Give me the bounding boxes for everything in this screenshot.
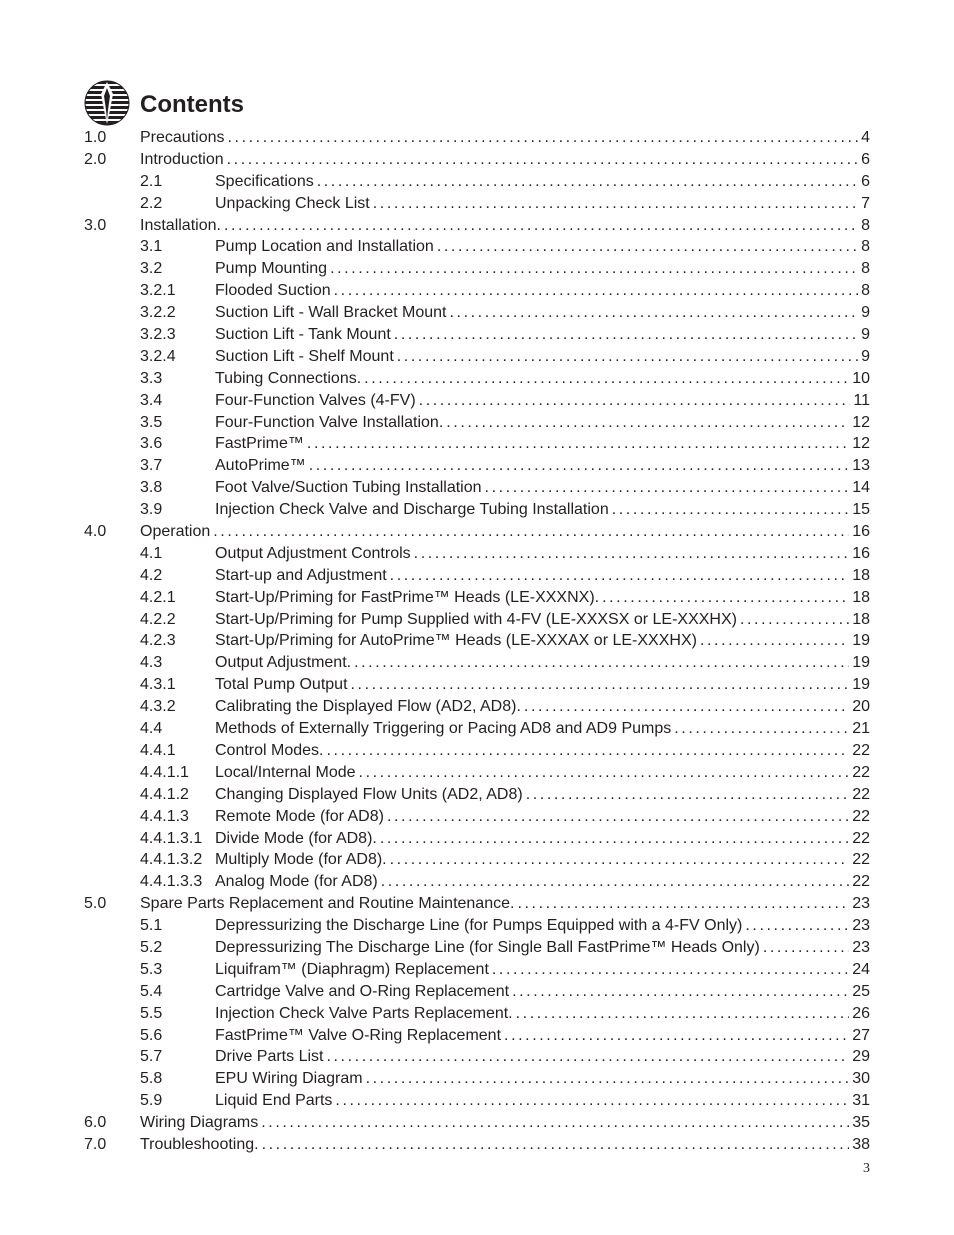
dot-leader — [394, 324, 858, 346]
toc-entry-number: 7.0 — [84, 1135, 107, 1153]
toc-entry-label: Specifications — [215, 172, 314, 190]
dot-leader — [326, 1046, 849, 1068]
toc-entry-number: 4.3 — [140, 654, 163, 672]
toc-entry-label: AutoPrime™ — [215, 457, 306, 475]
toc-entry[interactable] — [84, 937, 870, 959]
toc-entry-number: 3.5 — [140, 413, 163, 431]
dot-leader — [740, 609, 849, 631]
dot-leader — [262, 1134, 850, 1156]
toc-entry-page: 21 — [852, 720, 870, 738]
toc-entry-number: 3.2.1 — [140, 282, 176, 300]
dot-leader — [261, 1112, 849, 1134]
toc-entry[interactable] — [84, 981, 870, 1003]
toc-entry-label: Changing Displayed Flow Units (AD2, AD8) — [215, 785, 523, 803]
toc-entry-label: Liquid End Parts — [215, 1092, 333, 1110]
dot-leader — [317, 171, 858, 193]
dot-leader — [512, 981, 849, 1003]
toc-entry[interactable] — [84, 1068, 870, 1090]
toc-entry-page: 9 — [861, 326, 870, 344]
toc-entry-page: 22 — [852, 829, 870, 847]
dot-leader — [327, 740, 850, 762]
toc-entry-page: 8 — [861, 260, 870, 278]
toc-entry-number: 4.4.1 — [140, 741, 176, 759]
toc-entry-number: 5.3 — [140, 960, 163, 978]
toc-entry-label: FastPrime™ — [215, 435, 304, 453]
table-of-contents — [84, 127, 870, 1156]
dot-leader — [504, 1025, 849, 1047]
toc-entry[interactable] — [84, 893, 870, 915]
toc-entry-label: Depressurizing the Discharge Line (for Pumps Equipped with a 4-FV Only) — [215, 917, 743, 935]
toc-entry[interactable] — [84, 1046, 870, 1068]
toc-entry-label: Unpacking Check List — [215, 194, 370, 212]
toc-entry[interactable] — [84, 959, 870, 981]
toc-entry-page: 12 — [852, 435, 870, 453]
toc-entry-label: Total Pump Output — [215, 676, 348, 694]
dot-leader — [763, 937, 849, 959]
toc-entry[interactable] — [84, 762, 870, 784]
toc-entry-label: Four-Function Valves (4-FV) — [215, 391, 416, 409]
toc-entry-number: 5.4 — [140, 982, 163, 1000]
toc-entry-page: 23 — [852, 895, 870, 913]
dot-leader — [450, 302, 859, 324]
toc-entry-label: Wiring Diagrams — [140, 1114, 259, 1132]
toc-entry[interactable] — [84, 718, 870, 740]
toc-entry-page: 20 — [852, 698, 870, 716]
toc-entry[interactable] — [84, 740, 870, 762]
dot-leader — [351, 674, 850, 696]
dot-leader — [390, 565, 850, 587]
toc-entry-number: 3.9 — [140, 501, 163, 519]
toc-entry-number: 2.1 — [140, 172, 163, 190]
toc-entry-label: Cartridge Valve and O-Ring Replacement — [215, 982, 510, 1000]
dot-leader — [373, 193, 858, 215]
toc-entry[interactable] — [84, 652, 870, 674]
toc-entry-label: Analog Mode (for AD8) — [215, 873, 378, 891]
dot-leader — [516, 1003, 850, 1025]
dot-leader — [359, 762, 850, 784]
toc-entry-label: Four-Function Valve Installation. — [215, 413, 444, 431]
dot-leader — [381, 871, 849, 893]
toc-entry[interactable] — [84, 302, 870, 324]
toc-entry-page: 6 — [861, 150, 870, 168]
dot-leader — [213, 521, 849, 543]
dot-leader — [309, 455, 850, 477]
dot-leader — [700, 630, 849, 652]
toc-entry-label: Foot Valve/Suction Tubing Installation — [215, 479, 482, 497]
dot-leader — [602, 587, 849, 609]
toc-entry-number: 4.4.1.3 — [140, 807, 189, 825]
dot-leader — [390, 849, 850, 871]
toc-entry[interactable] — [84, 806, 870, 828]
dot-leader — [334, 280, 858, 302]
toc-entry-page: 22 — [852, 851, 870, 869]
toc-entry[interactable] — [84, 1025, 870, 1047]
toc-entry-label: Pump Mounting — [215, 260, 328, 278]
toc-entry-number: 6.0 — [84, 1114, 107, 1132]
toc-entry-page: 26 — [852, 1004, 870, 1022]
toc-entry-page: 18 — [852, 610, 870, 628]
toc-entry-page: 22 — [852, 873, 870, 891]
toc-entry-number: 4.1 — [140, 544, 163, 562]
toc-entry-label: Flooded Suction — [215, 282, 331, 300]
toc-entry-label: Start-up and Adjustment — [215, 566, 387, 584]
toc-entry-label: Calibrating the Displayed Flow (AD2, AD8). — [215, 698, 521, 716]
toc-entry-page: 7 — [861, 194, 870, 212]
toc-entry-page: 22 — [852, 785, 870, 803]
toc-entry[interactable] — [84, 1090, 870, 1112]
toc-entry-page: 16 — [852, 523, 870, 541]
toc-entry[interactable] — [84, 696, 870, 718]
toc-entry-label: Operation — [140, 523, 211, 541]
toc-entry-label: Multiply Mode (for AD8). — [215, 851, 387, 869]
toc-entry-label: Drive Parts List — [215, 1048, 324, 1066]
dot-leader — [437, 236, 858, 258]
dot-leader — [224, 215, 858, 237]
dot-leader — [745, 915, 849, 937]
toc-entry[interactable] — [84, 433, 870, 455]
toc-entry-page: 31 — [852, 1092, 870, 1110]
toc-entry-label: Suction Lift - Tank Mount — [215, 326, 391, 344]
toc-entry[interactable] — [84, 127, 870, 149]
toc-entry[interactable] — [84, 1112, 870, 1134]
toc-entry-number: 3.4 — [140, 391, 163, 409]
dot-leader — [446, 412, 849, 434]
toc-entry[interactable] — [84, 149, 870, 171]
toc-entry[interactable] — [84, 477, 870, 499]
toc-entry[interactable] — [84, 543, 870, 565]
toc-entry-page: 27 — [852, 1026, 870, 1044]
toc-entry-number: 5.5 — [140, 1004, 163, 1022]
striped-globe-logo-icon — [84, 80, 130, 126]
toc-entry-number: 4.2 — [140, 566, 163, 584]
toc-entry-label: Introduction — [140, 150, 224, 168]
toc-entry-number: 2.2 — [140, 194, 163, 212]
toc-entry[interactable] — [84, 630, 870, 652]
toc-entry[interactable] — [84, 565, 870, 587]
toc-entry-page: 23 — [852, 917, 870, 935]
toc-entry-number: 5.9 — [140, 1092, 163, 1110]
toc-entry-page: 8 — [861, 238, 870, 256]
toc-entry-label: Precautions — [140, 129, 225, 146]
toc-entry[interactable] — [84, 390, 870, 412]
toc-entry-label: Injection Check Valve and Discharge Tubing Installation — [215, 501, 609, 519]
toc-entry-label: Output Adjustment. — [215, 654, 352, 672]
dot-leader — [364, 368, 849, 390]
toc-entry-number: 4.4.1.3.2 — [140, 851, 203, 869]
toc-entry-page: 8 — [861, 282, 870, 300]
toc-entry-page: 12 — [852, 413, 870, 431]
toc-entry-number: 3.7 — [140, 457, 163, 475]
toc-entry-number: 3.8 — [140, 479, 163, 497]
toc-entry-label: Pump Location and Installation — [215, 238, 434, 256]
toc-entry-page: 4 — [861, 129, 870, 146]
toc-entry[interactable] — [84, 499, 870, 521]
dot-leader — [354, 652, 849, 674]
toc-entry-page: 18 — [852, 588, 870, 606]
toc-entry[interactable] — [84, 609, 870, 631]
toc-entry[interactable] — [84, 849, 870, 871]
toc-entry[interactable] — [84, 915, 870, 937]
toc-entry-number: 3.2.2 — [140, 304, 176, 322]
toc-entry[interactable] — [84, 368, 870, 390]
toc-entry-page: 19 — [852, 654, 870, 672]
toc-entry[interactable] — [84, 674, 870, 696]
dot-leader — [227, 149, 858, 171]
toc-entry-label: Liquifram™ (Diaphragm) Replacement — [215, 960, 489, 978]
toc-entry-page: 24 — [852, 960, 870, 978]
toc-entry-label: Control Modes. — [215, 741, 324, 759]
toc-entry-page: 13 — [852, 457, 870, 475]
toc-entry[interactable] — [84, 412, 870, 434]
toc-entry-page: 30 — [852, 1070, 870, 1088]
toc-entry[interactable] — [84, 784, 870, 806]
toc-entry-label: Methods of Externally Triggering or Pacing AD8 and AD9 Pumps — [215, 720, 672, 738]
toc-entry-number: 5.1 — [140, 917, 163, 935]
toc-entry-label: Suction Lift - Shelf Mount — [215, 347, 394, 365]
toc-entry[interactable] — [84, 828, 870, 850]
toc-entry-number: 4.4 — [140, 720, 163, 738]
dot-leader — [380, 828, 849, 850]
toc-entry-label: Start-Up/Priming for AutoPrime™ Heads (LE-XXXAX or LE-XXXHX) — [215, 632, 697, 650]
toc-entry-page: 11 — [853, 391, 870, 409]
toc-entry-page: 10 — [852, 369, 870, 387]
dot-leader — [524, 696, 849, 718]
dot-leader — [335, 1090, 849, 1112]
toc-entry-label: Divide Mode (for AD8). — [215, 829, 377, 847]
toc-entry-page: 22 — [852, 763, 870, 781]
toc-entry-label: Start-Up/Priming for FastPrime™ Heads (LE-XXXNX). — [215, 588, 600, 606]
page-title: Contents — [140, 91, 244, 118]
toc-entry-label: Local/Internal Mode — [215, 763, 356, 781]
toc-entry-page: 6 — [861, 172, 870, 190]
toc-entry[interactable] — [84, 280, 870, 302]
dot-leader — [517, 893, 849, 915]
toc-entry-number: 3.2 — [140, 260, 163, 278]
toc-entry-number: 4.2.1 — [140, 588, 176, 606]
toc-entry-page: 19 — [852, 632, 870, 650]
toc-entry-page: 38 — [852, 1135, 870, 1153]
toc-entry-page: 29 — [852, 1048, 870, 1066]
toc-entry-label: Spare Parts Replacement and Routine Maintenance. — [140, 895, 515, 913]
toc-entry-number: 4.3.1 — [140, 676, 176, 694]
toc-entry[interactable] — [84, 1003, 870, 1025]
dot-leader — [419, 390, 851, 412]
dot-leader — [485, 477, 850, 499]
toc-entry-number: 5.0 — [84, 895, 107, 913]
dot-leader — [526, 784, 850, 806]
dot-leader — [387, 806, 849, 828]
toc-entry-page: 19 — [852, 676, 870, 694]
toc-entry[interactable] — [84, 871, 870, 893]
dot-leader — [492, 959, 849, 981]
toc-entry-number: 4.4.1.2 — [140, 785, 189, 803]
toc-entry-page: 22 — [852, 807, 870, 825]
page-number: 3 — [863, 1161, 870, 1176]
toc-entry-page: 16 — [852, 544, 870, 562]
toc-entry[interactable] — [84, 346, 870, 368]
toc-entry[interactable] — [84, 587, 870, 609]
toc-entry-label: Tubing Connections. — [215, 369, 362, 387]
toc-entry-number: 5.2 — [140, 938, 163, 956]
toc-entry-label: Suction Lift - Wall Bracket Mount — [215, 304, 447, 322]
toc-entry-number: 3.1 — [140, 238, 163, 256]
toc-entry-label: Injection Check Valve Parts Replacement. — [215, 1004, 513, 1022]
toc-entry-number: 4.2.2 — [140, 610, 176, 628]
toc-entry-page: 18 — [852, 566, 870, 584]
toc-entry-page: 25 — [852, 982, 870, 1000]
toc-entry-label: FastPrime™ Valve O-Ring Replacement — [215, 1026, 502, 1044]
toc-entry[interactable] — [84, 258, 870, 280]
toc-entry-label: Start-Up/Priming for Pump Supplied with 4-FV (LE-XXXSX or LE-XXXHX) — [215, 610, 737, 628]
toc-entry-number: 4.3.2 — [140, 698, 176, 716]
dot-leader — [397, 346, 858, 368]
toc-entry-page: 15 — [852, 501, 870, 519]
toc-entry-number: 3.2.3 — [140, 326, 176, 344]
toc-entry-label: Troubleshooting. — [140, 1135, 259, 1153]
toc-entry-label: Installation. — [140, 216, 221, 234]
toc-entry-page: 35 — [852, 1114, 870, 1132]
toc-entry[interactable] — [84, 455, 870, 477]
toc-entry-number: 5.6 — [140, 1026, 163, 1044]
dot-leader — [307, 433, 849, 455]
toc-entry-page: 14 — [852, 479, 870, 497]
toc-entry-number: 5.8 — [140, 1070, 163, 1088]
toc-entry-page: 9 — [861, 304, 870, 322]
toc-entry-number: 4.0 — [84, 523, 107, 541]
dot-leader — [366, 1068, 850, 1090]
dot-leader — [674, 718, 849, 740]
toc-entry-number: 5.7 — [140, 1048, 163, 1066]
toc-entry-number: 3.2.4 — [140, 347, 176, 365]
toc-entry-page: 9 — [861, 347, 870, 365]
dot-leader — [228, 127, 859, 149]
toc-entry-page: 8 — [861, 216, 870, 234]
toc-entry-label: Remote Mode (for AD8) — [215, 807, 384, 825]
toc-entry[interactable] — [84, 193, 870, 215]
toc-entry[interactable] — [84, 215, 870, 237]
toc-entry[interactable] — [84, 521, 870, 543]
dot-leader — [330, 258, 858, 280]
toc-entry-page: 22 — [852, 741, 870, 759]
toc-entry-number: 3.3 — [140, 369, 163, 387]
toc-entry-number: 4.4.1.3.3 — [140, 873, 203, 891]
dot-leader — [612, 499, 849, 521]
toc-entry[interactable] — [84, 324, 870, 346]
toc-entry-number: 3.0 — [84, 216, 107, 234]
toc-entry-page: 23 — [852, 938, 870, 956]
toc-entry[interactable] — [84, 236, 870, 258]
toc-entry-number: 4.4.1.1 — [140, 763, 189, 781]
toc-entry-number: 4.2.3 — [140, 632, 176, 650]
toc-entry-label: Depressurizing The Discharge Line (for Single Ball FastPrime™ Heads Only) — [215, 938, 760, 956]
toc-entry-label: EPU Wiring Diagram — [215, 1070, 363, 1088]
toc-entry-label: Output Adjustment Controls — [215, 544, 411, 562]
toc-entry-number: 2.0 — [84, 150, 107, 168]
dot-leader — [414, 543, 850, 565]
toc-entry-number: 1.0 — [84, 129, 107, 146]
toc-entry-number: 3.6 — [140, 435, 163, 453]
toc-entry-number: 4.4.1.3.1 — [140, 829, 203, 847]
toc-entry[interactable] — [84, 171, 870, 193]
toc-entry[interactable] — [84, 1134, 870, 1156]
